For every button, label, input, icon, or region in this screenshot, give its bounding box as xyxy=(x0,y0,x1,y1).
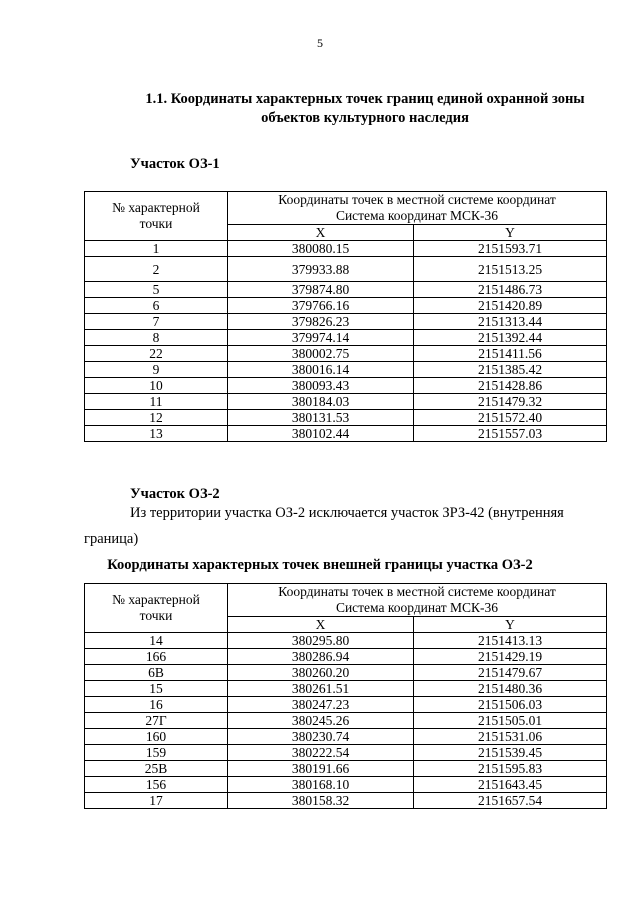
x-coordinate-cell: 380247.23 xyxy=(228,697,414,713)
table-row xyxy=(85,426,607,442)
header-point-line-1: № характерной xyxy=(112,200,200,215)
x-coordinate-cell: 380295.80 xyxy=(228,633,414,649)
page-number: 5 xyxy=(317,36,323,50)
y-coordinate-cell: 2151392.44 xyxy=(414,330,607,346)
table-row xyxy=(85,298,607,314)
y-coordinate-cell: 2151479.67 xyxy=(414,665,607,681)
table-row xyxy=(85,697,607,713)
point-number-cell: 2 xyxy=(85,257,228,282)
table-header-row xyxy=(85,192,607,225)
coordinates-table-oz1 xyxy=(84,191,607,442)
y-coordinate-cell: 2151313.44 xyxy=(414,314,607,330)
table-row xyxy=(85,761,607,777)
y-coordinate-cell: 2151385.42 xyxy=(414,362,607,378)
x-coordinate-cell: 380002.75 xyxy=(228,346,414,362)
y-coordinate-cell: 2151420.89 xyxy=(414,298,607,314)
point-number-cell: 8 xyxy=(85,330,228,346)
table-row xyxy=(85,346,607,362)
table-row xyxy=(85,282,607,298)
y-coordinate-cell: 2151505.01 xyxy=(414,713,607,729)
table-row xyxy=(85,314,607,330)
y-coordinate-cell: 2151657.54 xyxy=(414,793,607,809)
header-x: X xyxy=(228,225,414,241)
point-number-cell: 17 xyxy=(85,793,228,809)
point-number-cell: 10 xyxy=(85,378,228,394)
x-coordinate-cell: 380184.03 xyxy=(228,394,414,410)
table-row xyxy=(85,793,607,809)
document-title xyxy=(130,90,600,128)
point-number-cell: 22 xyxy=(85,346,228,362)
x-coordinate-cell: 379974.14 xyxy=(228,330,414,346)
y-coordinate-cell: 2151643.45 xyxy=(414,777,607,793)
table-row xyxy=(85,378,607,394)
table-row xyxy=(85,777,607,793)
table-row xyxy=(85,257,607,282)
table-row xyxy=(85,330,607,346)
x-coordinate-cell: 380245.26 xyxy=(228,713,414,729)
table-row xyxy=(85,649,607,665)
y-coordinate-cell: 2151595.83 xyxy=(414,761,607,777)
table-row xyxy=(85,713,607,729)
header-coord-line-1: Координаты точек в местной системе координат xyxy=(278,584,556,599)
y-coordinate-cell: 2151411.56 xyxy=(414,346,607,362)
x-coordinate-cell: 380230.74 xyxy=(228,729,414,745)
y-coordinate-cell: 2151531.06 xyxy=(414,729,607,745)
table-row xyxy=(85,241,607,257)
x-coordinate-cell: 380168.10 xyxy=(228,777,414,793)
exclusion-note-line-1: Из территории участка ОЗ-2 исключается участок ЗРЗ-42 (внутренняя xyxy=(130,505,564,521)
section-heading-oz1: Участок ОЗ-1 xyxy=(130,156,220,172)
header-point-number xyxy=(85,584,228,633)
header-coordinate-system xyxy=(228,192,607,225)
x-coordinate-cell: 379933.88 xyxy=(228,257,414,282)
point-number-cell: 7 xyxy=(85,314,228,330)
y-coordinate-cell: 2151572.40 xyxy=(414,410,607,426)
x-coordinate-cell: 380131.53 xyxy=(228,410,414,426)
point-number-cell: 13 xyxy=(85,426,228,442)
x-coordinate-cell: 379826.23 xyxy=(228,314,414,330)
header-point-number xyxy=(85,192,228,241)
header-y: Y xyxy=(414,225,607,241)
table-row xyxy=(85,681,607,697)
point-number-cell: 1 xyxy=(85,241,228,257)
table-row xyxy=(85,362,607,378)
title-line-2: объектов культурного наследия xyxy=(261,110,469,126)
header-x: X xyxy=(228,617,414,633)
point-number-cell: 5 xyxy=(85,282,228,298)
point-number-cell: 27Г xyxy=(85,713,228,729)
x-coordinate-cell: 379766.16 xyxy=(228,298,414,314)
y-coordinate-cell: 2151479.32 xyxy=(414,394,607,410)
y-coordinate-cell: 2151428.86 xyxy=(414,378,607,394)
header-point-line-2: точки xyxy=(139,608,173,623)
point-number-cell: 11 xyxy=(85,394,228,410)
table-row xyxy=(85,729,607,745)
x-coordinate-cell: 380102.44 xyxy=(228,426,414,442)
outer-boundary-subtitle: Координаты характерных точек внешней границы участка ОЗ-2 xyxy=(107,557,533,573)
x-coordinate-cell: 380191.66 xyxy=(228,761,414,777)
header-coord-line-2: Система координат МСК-36 xyxy=(335,600,499,615)
section-heading-oz2: Участок ОЗ-2 xyxy=(130,486,220,502)
table-row xyxy=(85,633,607,649)
header-coord-line-2: Система координат МСК-36 xyxy=(335,208,499,223)
exclusion-note-line-2: граница) xyxy=(84,531,139,547)
x-coordinate-cell: 379874.80 xyxy=(228,282,414,298)
y-coordinate-cell: 2151480.36 xyxy=(414,681,607,697)
title-line-1: 1.1. Координаты характерных точек границ единой охранной зоны xyxy=(145,91,585,107)
y-coordinate-cell: 2151539.45 xyxy=(414,745,607,761)
table-row xyxy=(85,394,607,410)
y-coordinate-cell: 2151413.13 xyxy=(414,633,607,649)
x-coordinate-cell: 380080.15 xyxy=(228,241,414,257)
y-coordinate-cell: 2151593.71 xyxy=(414,241,607,257)
y-coordinate-cell: 2151486.73 xyxy=(414,282,607,298)
point-number-cell: 9 xyxy=(85,362,228,378)
point-number-cell: 6В xyxy=(85,665,228,681)
y-coordinate-cell: 2151513.25 xyxy=(414,257,607,282)
x-coordinate-cell: 380286.94 xyxy=(228,649,414,665)
y-coordinate-cell: 2151506.03 xyxy=(414,697,607,713)
point-number-cell: 16 xyxy=(85,697,228,713)
point-number-cell: 6 xyxy=(85,298,228,314)
table-row xyxy=(85,745,607,761)
table-row xyxy=(85,410,607,426)
point-number-cell: 12 xyxy=(85,410,228,426)
x-coordinate-cell: 380093.43 xyxy=(228,378,414,394)
coordinates-table-oz2 xyxy=(84,583,607,809)
point-number-cell: 159 xyxy=(85,745,228,761)
y-coordinate-cell: 2151557.03 xyxy=(414,426,607,442)
x-coordinate-cell: 380261.51 xyxy=(228,681,414,697)
y-coordinate-cell: 2151429.19 xyxy=(414,649,607,665)
table-row xyxy=(85,665,607,681)
x-coordinate-cell: 380158.32 xyxy=(228,793,414,809)
header-coordinate-system xyxy=(228,584,607,617)
point-number-cell: 25В xyxy=(85,761,228,777)
point-number-cell: 156 xyxy=(85,777,228,793)
header-coord-line-1: Координаты точек в местной системе координат xyxy=(278,192,556,207)
header-point-line-2: точки xyxy=(139,216,173,231)
point-number-cell: 15 xyxy=(85,681,228,697)
x-coordinate-cell: 380222.54 xyxy=(228,745,414,761)
table-header-row xyxy=(85,584,607,617)
point-number-cell: 160 xyxy=(85,729,228,745)
header-point-line-1: № характерной xyxy=(112,592,200,607)
point-number-cell: 166 xyxy=(85,649,228,665)
x-coordinate-cell: 380260.20 xyxy=(228,665,414,681)
x-coordinate-cell: 380016.14 xyxy=(228,362,414,378)
header-y: Y xyxy=(414,617,607,633)
point-number-cell: 14 xyxy=(85,633,228,649)
